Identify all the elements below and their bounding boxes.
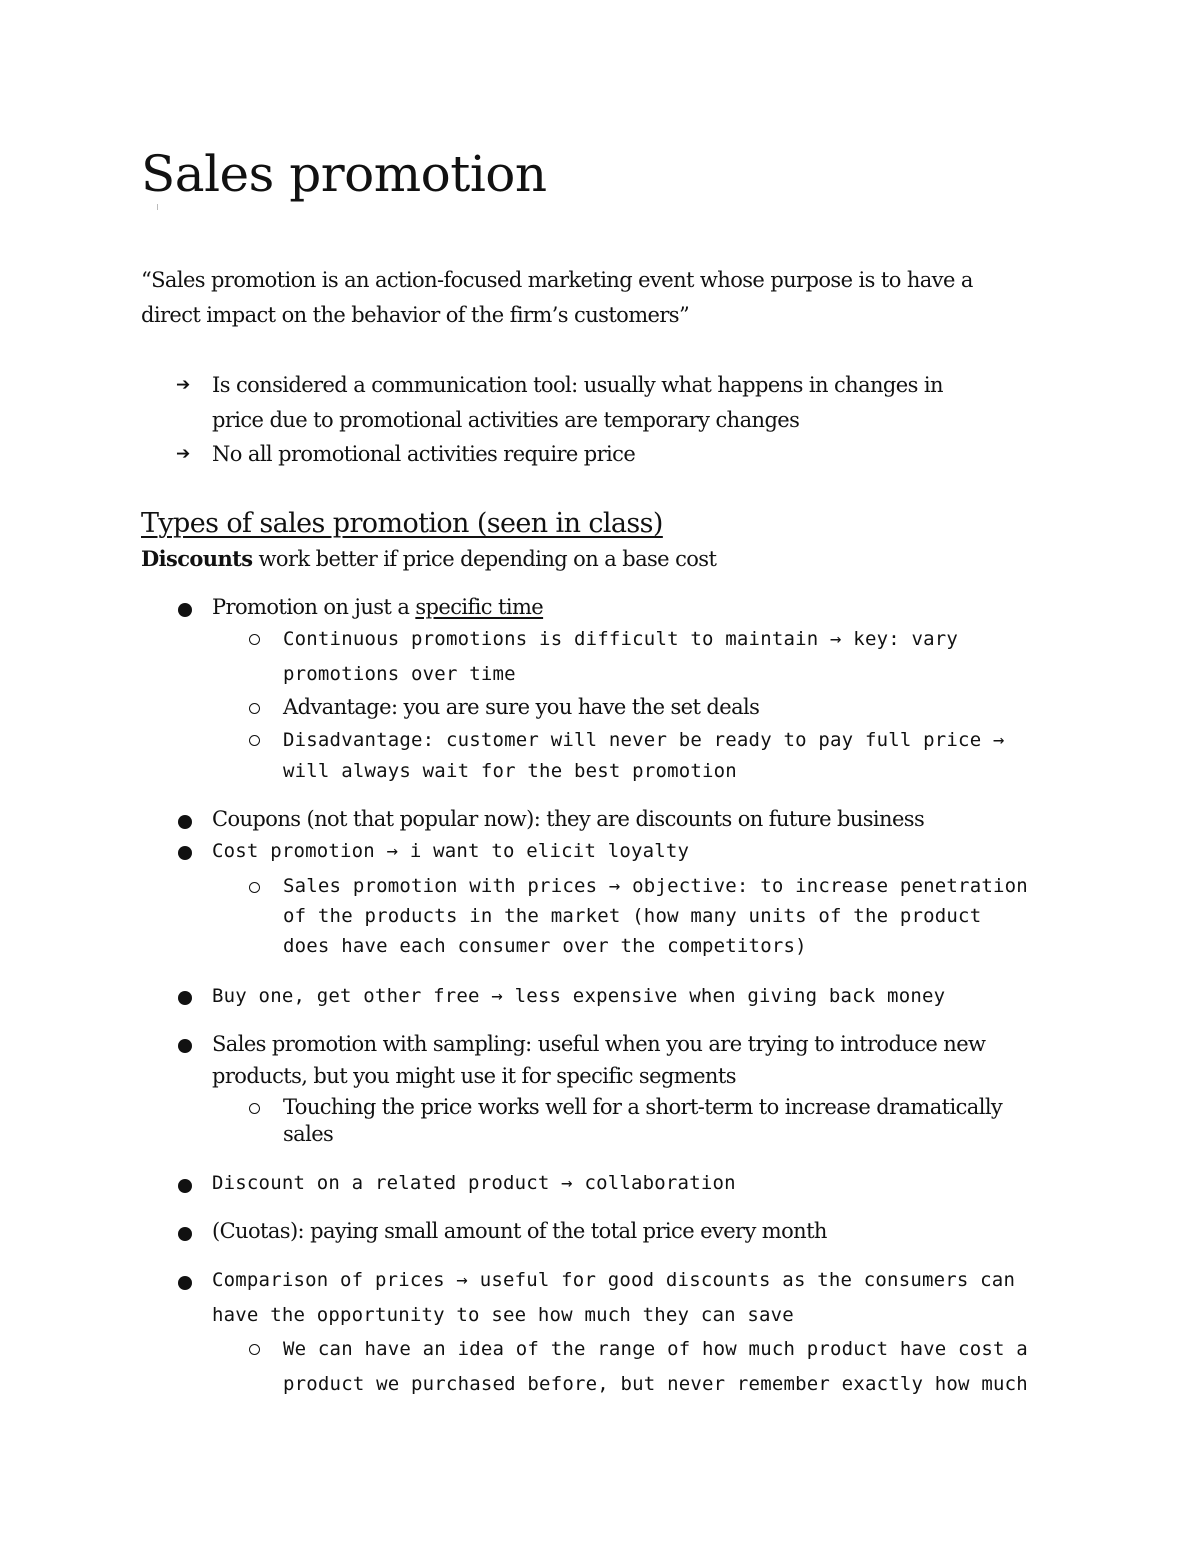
arrow-item-1-line-1: Is considered a communication tool: usually what happens in changes in [212,373,943,397]
bullet-item-7: (Cuotas): paying small amount of the total price every month [212,1219,827,1243]
discounts-line [141,542,716,576]
bullet-item-6: Discount on a related product → collaboration [212,1172,736,1194]
bullet-icon [178,1227,192,1241]
sub-bullet-icon [249,634,260,645]
bullet-icon [178,603,192,617]
arrow-item-2: No all promotional activities require price [212,442,636,466]
sub-item-3-1-line-2: of the products in the market (how many units of the product [283,905,982,927]
sub-bullet-icon [249,1344,260,1355]
bullet-icon [178,1179,192,1193]
bullet-icon [178,991,192,1005]
sub-item-1-1-line-1: Continuous promotions is difficult to maintain → key: vary [283,628,959,650]
bullet-item-8-line-2: have the opportunity to see how much they can save [212,1304,794,1326]
section-heading: Types of sales promotion (seen in class) [141,508,663,539]
bullet-item-2: Coupons (not that popular now): they are discounts on future business [212,807,925,831]
sub-item-1-2: Advantage: you are sure you have the set deals [283,695,760,719]
bullet-icon [178,846,192,860]
sub-item-1-3-line-1: Disadvantage: customer will never be ready to pay full price → [283,729,1005,751]
sub-bullet-icon [249,882,260,893]
bullet-item-1 [212,590,543,624]
sub-item-1-3-line-2: will always wait for the best promotion [283,760,737,782]
sub-item-5-1-line-2: sales [283,1122,334,1146]
sub-item-8-1-line-1: We can have an idea of the range of how much product have cost a [283,1338,1028,1360]
bullet-1-prefix: Promotion on just a [212,595,416,619]
bullet-icon [178,815,192,829]
sub-item-3-1-line-1: Sales promotion with prices → objective: to increase penetration [283,875,1028,897]
arrow-item-1-line-2: price due to promotional activities are temporary changes [212,408,800,432]
sub-bullet-icon [249,735,260,746]
discounts-rest: work better if price depending on a base cost [252,547,717,571]
bullet-item-8-line-1: Comparison of prices → useful for good discounts as the consumers can [212,1269,1016,1291]
intro-quote-line-1: “Sales promotion is an action-focused marketing event whose purpose is to have a [141,268,973,292]
cursor-mark [157,204,158,210]
sub-item-8-1-line-2: product we purchased before, but never remember exactly how much [283,1373,1028,1395]
sub-item-5-1-line-1: Touching the price works well for a short-term to increase dramatically [283,1095,1003,1119]
bullet-item-3: Cost promotion → i want to elicit loyalty [212,840,690,862]
arrow-bullet-icon: ➔ [176,375,191,395]
bullet-item-4: Buy one, get other free → less expensive when giving back money [212,985,946,1007]
sub-bullet-icon [249,1103,260,1114]
bullet-icon [178,1039,192,1053]
sub-item-3-1-line-3: does have each consumer over the competitors) [283,935,807,957]
intro-quote-line-2: direct impact on the behavior of the firm’s customers” [141,303,690,327]
page-title: Sales promotion [141,145,547,203]
sub-bullet-icon [249,703,260,714]
sub-item-1-1-line-2: promotions over time [283,663,516,685]
arrow-bullet-icon: ➔ [176,444,191,464]
bullet-item-5-line-1: Sales promotion with sampling: useful when you are trying to introduce new [212,1032,986,1056]
bullet-icon [178,1276,192,1290]
discounts-bold: Discounts [141,546,253,571]
bullet-1-underlined: specific time [415,595,544,619]
bullet-item-5-line-2: products, but you might use it for specific segments [212,1064,736,1088]
